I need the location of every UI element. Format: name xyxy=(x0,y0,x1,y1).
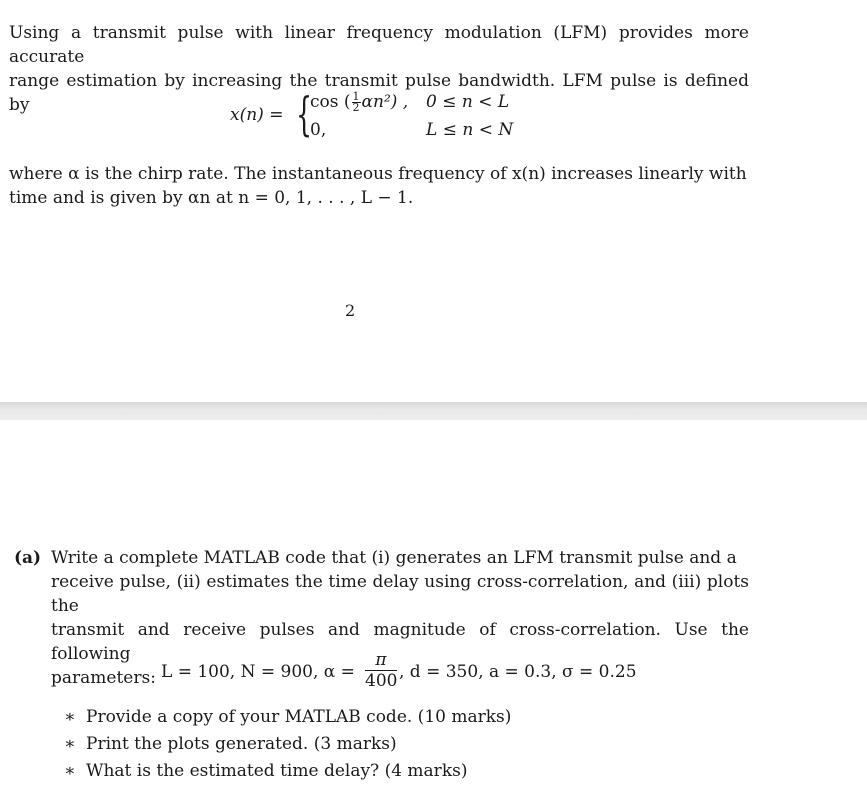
description-line: where α is the chirp rate. The instantaneous frequency of x(n) increases linearly with xyxy=(9,164,747,184)
equation-case1-condition: 0 ≤ n < L xyxy=(426,92,510,112)
intro-line: Using a transmit pulse with linear frequency modulation (LFM) provides more accurate xyxy=(9,23,749,67)
question-label: (a) xyxy=(14,548,42,568)
chirp-description-paragraph xyxy=(9,162,749,210)
document-page-2 xyxy=(0,420,867,787)
question-line: parameters: xyxy=(51,668,156,688)
task-list-item xyxy=(64,704,511,731)
task-list-item xyxy=(64,731,511,758)
case1-suffix: αn²) , xyxy=(361,92,409,112)
parameters-equation xyxy=(161,650,681,700)
bullet-star-icon: ∗ xyxy=(64,734,76,754)
task-text: What is the estimated time delay? (4 marks) xyxy=(86,761,468,781)
task-text: Provide a copy of your MATLAB code. (10 marks) xyxy=(86,707,512,727)
alpha-fraction xyxy=(365,650,397,691)
question-line: receive pulse, (ii) estimates the time delay using cross-correlation, and (iii) plots the xyxy=(51,572,749,616)
bullet-star-icon: ∗ xyxy=(64,707,76,727)
task-list-item xyxy=(64,758,511,785)
case1-prefix: cos ( xyxy=(310,92,351,112)
description-line: time and is given by αn at n = 0, 1, . . . , L − 1. xyxy=(9,188,414,208)
equation-brace: { xyxy=(296,87,313,141)
question-line: transmit and receive pulses and magnitude of cross-correlation. Use the following xyxy=(51,620,749,664)
fraction-numerator: 1 xyxy=(352,90,360,103)
params-part2: , d = 350, a = 0.3, σ = 0.25 xyxy=(399,662,637,682)
alpha-denominator: 400 xyxy=(365,671,398,691)
fraction-denominator: 2 xyxy=(352,101,360,114)
equation-case2-condition: L ≤ n < N xyxy=(426,120,514,140)
equation-case1-expr xyxy=(310,92,408,113)
case1-fraction xyxy=(352,92,361,113)
task-text: Print the plots generated. (3 marks) xyxy=(86,734,397,754)
alpha-numerator: π xyxy=(365,650,397,671)
equation-case2-expr: 0, xyxy=(310,120,327,140)
params-part1: L = 100, N = 900, α = xyxy=(161,662,355,682)
page-number: 2 xyxy=(345,301,356,320)
task-list xyxy=(64,704,511,785)
equation-lhs: x(n) = xyxy=(230,105,284,125)
lfm-pulse-equation xyxy=(230,88,570,148)
page-separator xyxy=(0,402,867,420)
question-line: Write a complete MATLAB code that (i) generates an LFM transmit pulse and a xyxy=(51,548,737,568)
bullet-star-icon: ∗ xyxy=(64,761,76,781)
intro-line: range estimation by increasing the transmit pulse bandwidth. LFM pulse is defined by xyxy=(9,71,749,115)
